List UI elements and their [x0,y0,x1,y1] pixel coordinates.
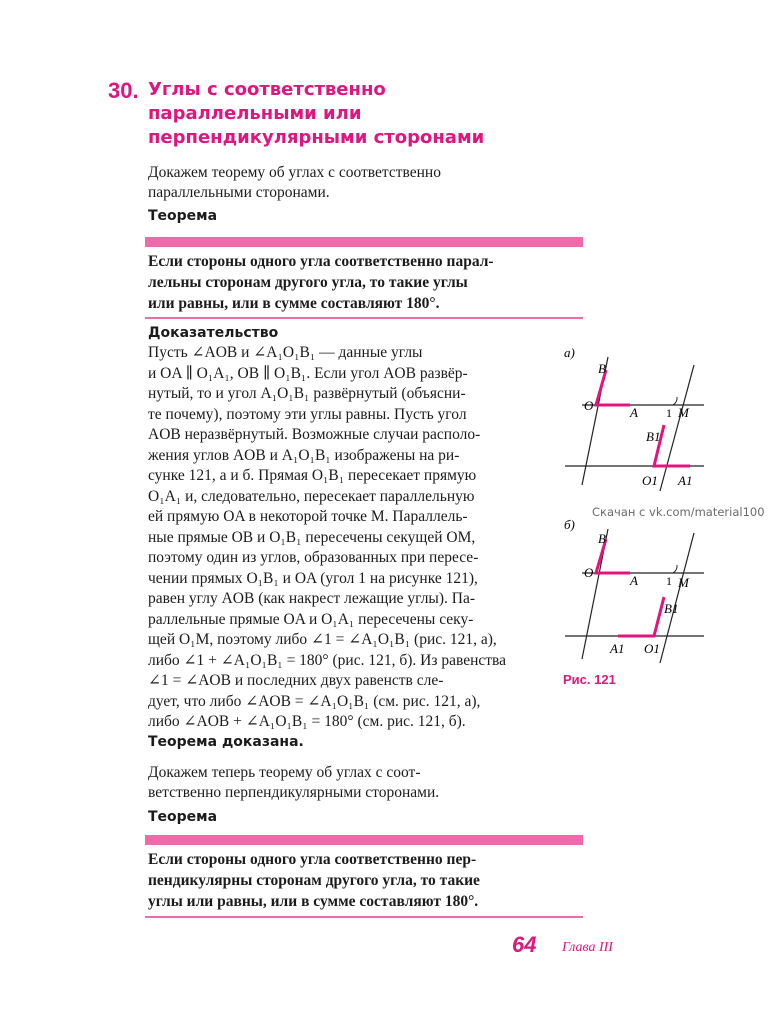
label-M: M [678,405,689,420]
figure-a-tag: а) [564,345,575,360]
theorem1-line: Если стороны одного угла соответственно парал- [148,253,494,270]
theorem1-bottom-line [145,317,583,319]
proof-line: Пусть ∠AOB и ∠A₁O₁B₁ — данные углы [148,344,423,361]
label-A: A [630,573,638,588]
chapter-label: Глава III [562,940,613,955]
proof-line: ные прямые OB и O₁B₁ пересечены секущей OM, [148,528,476,546]
theorem2-top-bar [145,835,583,845]
proof-line: жения углов AOB и A₁O₁B₁ изображены на ри- [148,446,460,464]
proof-line: сунке 121, а и б. Прямая O₁B₁ пересекает прямую [148,467,477,484]
label-B: B [598,531,606,546]
section-number: 30. [108,78,139,103]
theorem1-label: Теорема [148,208,218,224]
proof-line: ∠1 = ∠AOB и последних двух равенств сле- [148,672,444,689]
page-number: 64 [512,932,537,957]
label-O: O [584,565,594,580]
label-angle-1: 1 [666,574,672,588]
proof-line: те почему), поэтому эти углы равны. Пусть угол [148,405,467,423]
label-angle-1: 1 [666,406,672,420]
label-M: M [678,575,689,590]
label-O1: O1 [644,641,660,656]
proof-line: ей прямую OA в некоторой точке M. Параллель- [148,508,468,525]
proof-line: равен углу AOB (как накрест лежащие углы). Па- [148,590,475,607]
watermark: Скачан с vk.com/material100 [592,505,765,519]
intro-line: параллельными сторонами. [148,184,330,201]
label-B1: B1 [664,601,679,616]
proof-text [148,343,540,733]
theorem1-line: или равны, или в сумме составляют 180°. [148,295,440,312]
theorem2-line: Если стороны одного угла соответственно пер- [148,851,477,868]
proof-line: либо ∠AOB + ∠A₁O₁B₁ = 180° (см. рис. 121, б). [148,713,466,730]
section-title-line: параллельными или [148,103,362,124]
figure-b-tag: б) [564,517,575,532]
label-O1: O1 [642,473,658,488]
theorem2-line: пендикулярны сторонам другого угла, то такие [148,872,480,889]
theorem1-line: лельны сторонам другого угла, то такие углы [148,274,468,291]
label-B1: B1 [646,429,661,444]
proof-line: поэтому один из углов, образованных при пересе- [148,549,479,566]
proof-line: щей O₁M, поэтому либо ∠1 = ∠A₁O₁B₁ (рис. 121, а), [148,631,497,648]
theorem2-line: углы или равны, или в сумме составляют 180°. [148,893,479,910]
intro-paragraph [148,163,540,203]
label-A1: A1 [678,473,693,488]
label-O: O [584,398,594,413]
label-A: A [630,405,638,420]
angle-1-arc [673,397,677,405]
section-title-line: Углы с соответственно [148,79,386,100]
proof-line: чении прямых O₁B₁ и OA (угол 1 на рисунке 121), [148,569,478,587]
proof-conclusion: Теорема доказана. [148,734,304,750]
proof-line: и OA ∥ O₁A₁, OB ∥ O₁B₁. Если угол AOB развёр- [148,364,468,382]
intro-line: Докажем теорему об углах с соответственно [148,164,441,181]
theorem2-text [148,849,588,912]
section-title [148,78,484,150]
theorem1-text [148,251,588,314]
transition-line: Докажем теперь теорему об углах с соот- [148,764,421,781]
proof-line: либо ∠1 + ∠A₁O₁B₁ = 180° (рис. 121, б). Из равенства [148,651,507,669]
angle-A1O1B1-sides [618,597,664,636]
section-title-line: перпендикулярными сторонами [148,127,485,148]
theorem1-top-bar [145,237,583,247]
theorem2-label: Теорема [148,809,218,825]
proof-line: нутый, то и угол A₁O₁B₁ развёрнутый (объясни- [148,385,466,402]
proof-line: O₁A₁ и, следовательно, пересекает параллельную [148,487,475,505]
figure-caption: Рис. 121 [563,672,616,687]
proof-label: Доказательство [148,325,279,341]
angle-1-arc [673,565,677,573]
figure-121b [560,515,710,665]
proof-line: раллельные прямые OA и O₁A₁ пересечены секу- [148,610,474,628]
label-A1: A1 [610,641,625,656]
theorem2-bottom-line [145,916,583,918]
transition-line: ветственно перпендикулярными сторонами. [148,784,440,801]
proof-line: AOB неразвёрнутый. Возможные случаи располо- [148,426,481,443]
transition-paragraph [148,763,540,803]
label-B: B [598,361,606,376]
figure-121a [560,345,710,495]
proof-line: дует, что либо ∠AOB = ∠A₁O₁B₁ (см. рис. 121, а), [148,692,481,710]
